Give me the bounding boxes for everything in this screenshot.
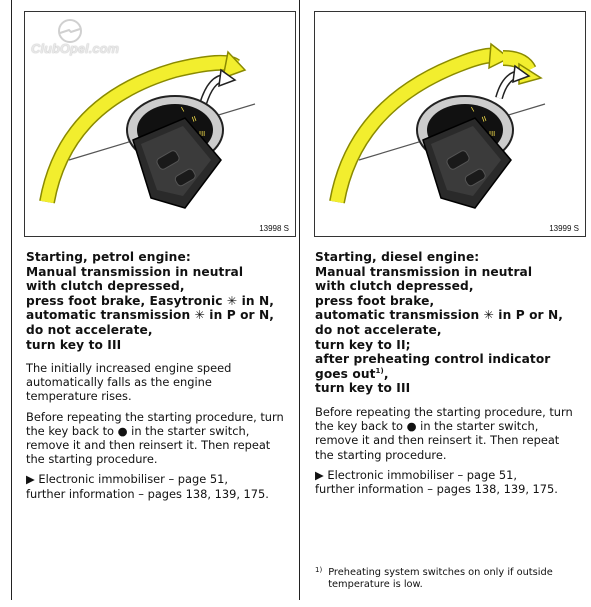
watermark-text: ClubOpel.com: [31, 41, 120, 56]
heading-line: after preheating control indicator: [315, 352, 551, 367]
figure-number: 13998 S: [259, 224, 289, 233]
svg-text:III: III: [199, 130, 206, 138]
heading-line: automatic transmission ✳ in P or N,: [26, 308, 275, 323]
svg-text:I: I: [470, 105, 476, 114]
petrol-heading: [26, 250, 274, 352]
cross-reference: further information – pages 138, 139, 175.: [26, 486, 269, 501]
cross-reference: ▶ Electronic immobiliser – page 51,: [26, 472, 228, 487]
svg-text:II: II: [190, 114, 198, 124]
footnote-marker: 1): [375, 366, 384, 375]
cross-reference: ▶ Electronic immobiliser – page 51,: [315, 467, 517, 482]
footnote-label: 1): [315, 566, 323, 574]
left-margin-line: [11, 0, 12, 600]
petrol-ignition-figure: [24, 11, 296, 237]
heading-line: turn key to II;: [315, 337, 411, 352]
svg-text:II: II: [480, 114, 488, 124]
body-paragraph: Before repeating the starting procedure, turn the key back to ● in the starter switch, remove it and then reinsert it. Then repeat the starting procedure.: [315, 405, 573, 462]
heading-line: Starting, diesel engine:: [315, 250, 480, 264]
diesel-ignition-figure: [314, 11, 586, 237]
center-divider-line: [299, 0, 300, 600]
figure-number: 13999 S: [549, 224, 579, 233]
body-paragraph: The initially increased engine speed automatically falls as the engine temperature rises.: [26, 361, 232, 404]
heading-line: Starting, petrol engine:: [26, 250, 191, 264]
heading-line-with-footnote: [315, 367, 563, 382]
petrol-body: [26, 361, 284, 501]
heading-text: goes out: [315, 366, 376, 381]
heading-line: do not accelerate,: [315, 322, 442, 337]
footnote: [315, 567, 577, 591]
svg-text:I: I: [180, 105, 186, 114]
svg-text:III: III: [489, 130, 496, 138]
diesel-heading: [315, 250, 563, 396]
heading-line: with clutch depressed,: [26, 279, 185, 294]
heading-line: Manual transmission in neutral: [315, 264, 533, 279]
heading-line: press foot brake,: [315, 293, 435, 308]
diesel-body: [315, 405, 577, 496]
body-paragraph: Before repeating the starting procedure, turn the key back to ● in the starter switch, remove it and then reinsert it. Then repeat the starting procedure.: [26, 409, 284, 467]
heading-line: turn key to III: [26, 337, 122, 352]
heading-line: Manual transmission in neutral: [26, 264, 244, 279]
heading-line: automatic transmission ✳ in P or N,: [315, 308, 564, 323]
cross-reference: further information – pages 138, 139, 175.: [315, 482, 558, 497]
heading-line: with clutch depressed,: [315, 279, 474, 294]
heading-comma: ,: [383, 366, 389, 381]
heading-line: do not accelerate,: [26, 322, 153, 337]
footnote-text: Preheating system switches on only if outside temperature is low.: [328, 567, 553, 590]
heading-line: turn key to III: [315, 381, 411, 396]
ignition-illustration: [315, 12, 585, 236]
heading-line: press foot brake, Easytronic ✳ in N,: [26, 293, 275, 308]
